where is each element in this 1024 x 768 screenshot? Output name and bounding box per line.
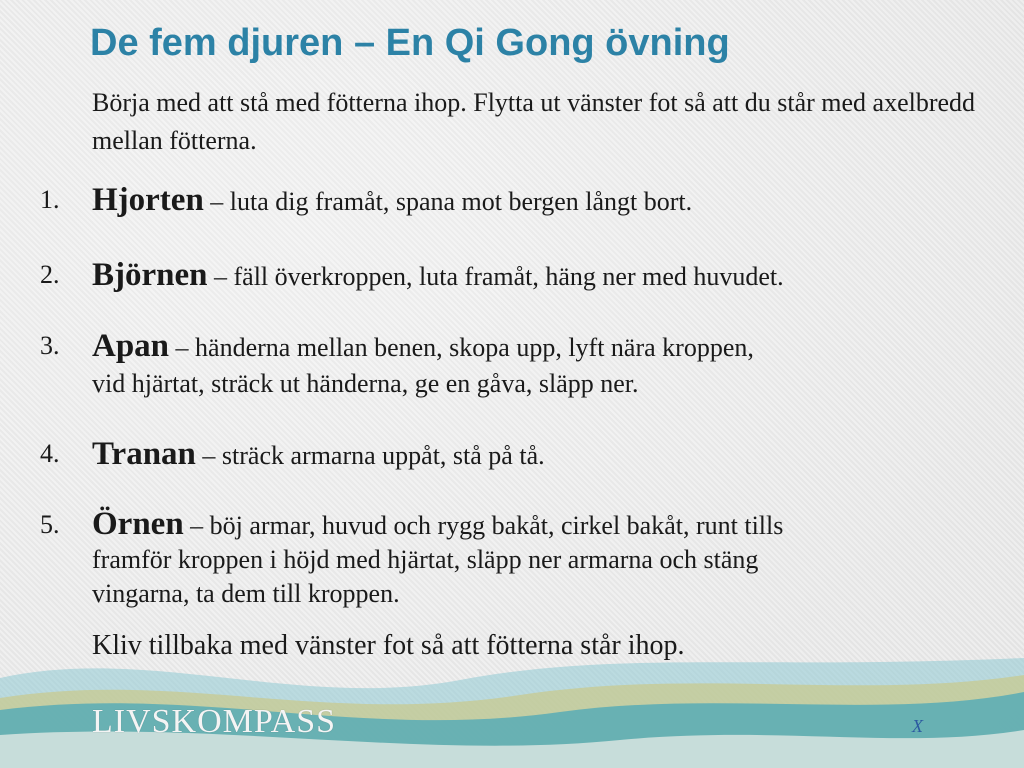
- item-description-line-2: framför kroppen i höjd med hjärtat, släpp ner armarna och stäng: [92, 545, 759, 574]
- animal-name: Tranan: [92, 436, 196, 472]
- animal-name: Hjorten: [92, 182, 204, 218]
- intro-text: Börja med att stå med fötterna ihop. Flytta ut vänster fot så att du står med axelbredd mellan fötterna.: [92, 88, 976, 155]
- animal-name: Örnen: [92, 506, 184, 542]
- item-description: – sträck armarna uppåt, stå på tå.: [195, 441, 545, 470]
- outro-text: Kliv tillbaka med vänster fot så att fötterna står ihop.: [92, 630, 685, 661]
- list-item-number: 5.: [40, 510, 60, 539]
- item-description-line-2: vid hjärtat, sträck ut händerna, ge en gåva, släpp ner.: [92, 369, 639, 398]
- list-item-body: [92, 182, 992, 220]
- list-item-body: [92, 257, 992, 295]
- list-item-number: 1.: [40, 185, 60, 214]
- list-item-number: 2.: [40, 260, 60, 289]
- animal-name: Apan: [92, 328, 170, 364]
- list-item-body: [92, 436, 992, 474]
- list-item-body: [92, 328, 992, 402]
- page-marker: X: [912, 716, 923, 736]
- item-description: – händerna mellan benen, skopa upp, lyft nära kroppen,: [169, 333, 754, 362]
- slide-title: De fem djuren – En Qi Gong övning: [90, 22, 730, 64]
- item-description: – böj armar, huvud och rygg bakåt, cirkel bakåt, runt tills: [183, 511, 784, 540]
- list-item-number: 3.: [40, 331, 60, 360]
- list-item-number: 4.: [40, 439, 60, 468]
- item-description: – luta dig framåt, spana mot bergen långt bort.: [203, 187, 693, 216]
- item-description: – fäll överkroppen, luta framåt, häng ner med huvudet.: [207, 262, 784, 291]
- animal-name: Björnen: [92, 257, 208, 293]
- item-description-line-3: vingarna, ta dem till kroppen.: [92, 579, 400, 608]
- list-item-body: [92, 507, 992, 611]
- livskompass-logo: LIVSKOMPASS: [92, 703, 337, 740]
